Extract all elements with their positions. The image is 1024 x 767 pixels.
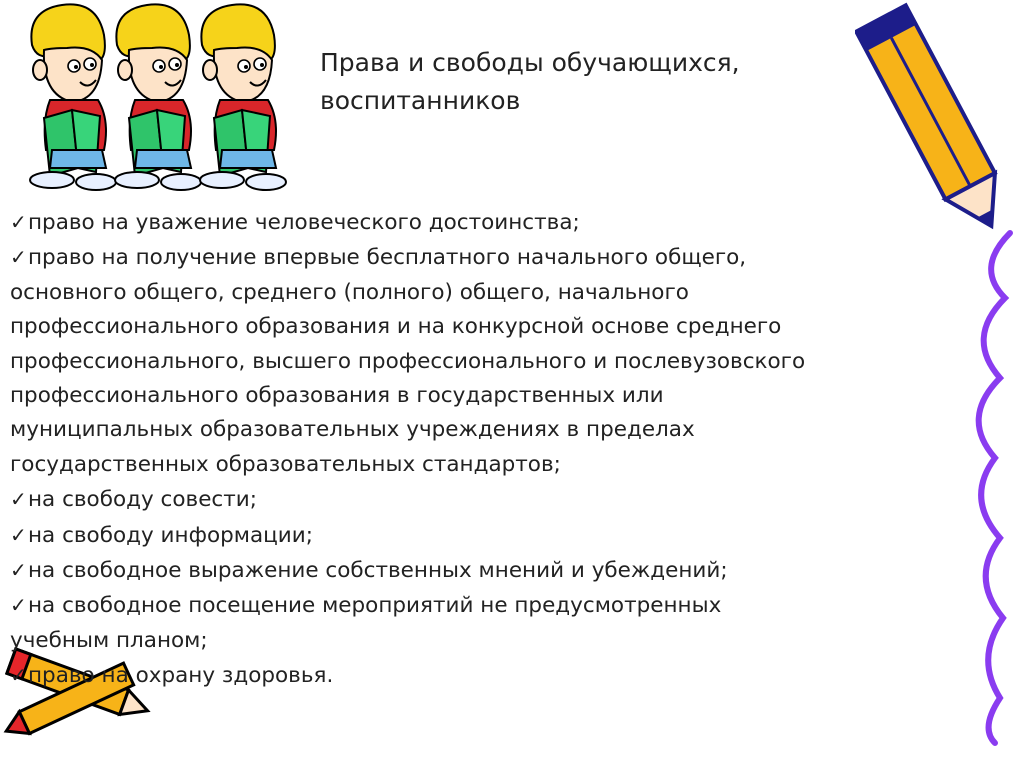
checkmark-icon: ✓: [10, 663, 27, 688]
list-item: ✓на свободу совести;: [10, 482, 995, 517]
checkmark-icon: ✓: [10, 245, 27, 270]
list-item-continuation: профессионального образования и на конкурсной основе среднего: [10, 314, 782, 340]
list-item-continuation: основного общего, среднего (полного) общего, начального: [10, 279, 689, 305]
list-item: ✓право на получение впервые бесплатного начального общего,: [10, 240, 995, 275]
rights-list: [10, 205, 995, 694]
list-item: ✓право на уважение человеческого достоинства;: [10, 205, 995, 240]
checkmark-icon: ✓: [10, 522, 27, 547]
list-item-continuation: государственных образовательных стандартов;: [10, 451, 561, 477]
reading-kids-illustration: [22, 0, 287, 195]
list-item: ✓на свободное выражение собственных мнений и убеждений;: [10, 553, 995, 588]
list-item-continuation: профессионального, высшего профессионального и послевузовского: [10, 348, 806, 374]
list-item-continuation: муниципальных образовательных учреждениях в пределах: [10, 417, 695, 443]
list-item: ✓право на охрану здоровья.: [10, 658, 995, 693]
list-item: ✓на свободное посещение мероприятий не предусмотренных: [10, 588, 995, 623]
list-item-continuation: учебным планом;: [10, 627, 208, 653]
list-item-continuation: профессионального образования в государственных или: [10, 383, 664, 409]
title-line-1: Права и свободы обучающихся,: [320, 48, 740, 77]
checkmark-icon: ✓: [10, 593, 27, 618]
checkmark-icon: ✓: [10, 487, 27, 512]
checkmark-icon: ✓: [10, 558, 27, 583]
list-item: ✓на свободу информации;: [10, 518, 995, 553]
title-line-2: воспитанников: [320, 86, 521, 115]
checkmark-icon: ✓: [10, 210, 27, 234]
slide-title: [320, 44, 880, 120]
